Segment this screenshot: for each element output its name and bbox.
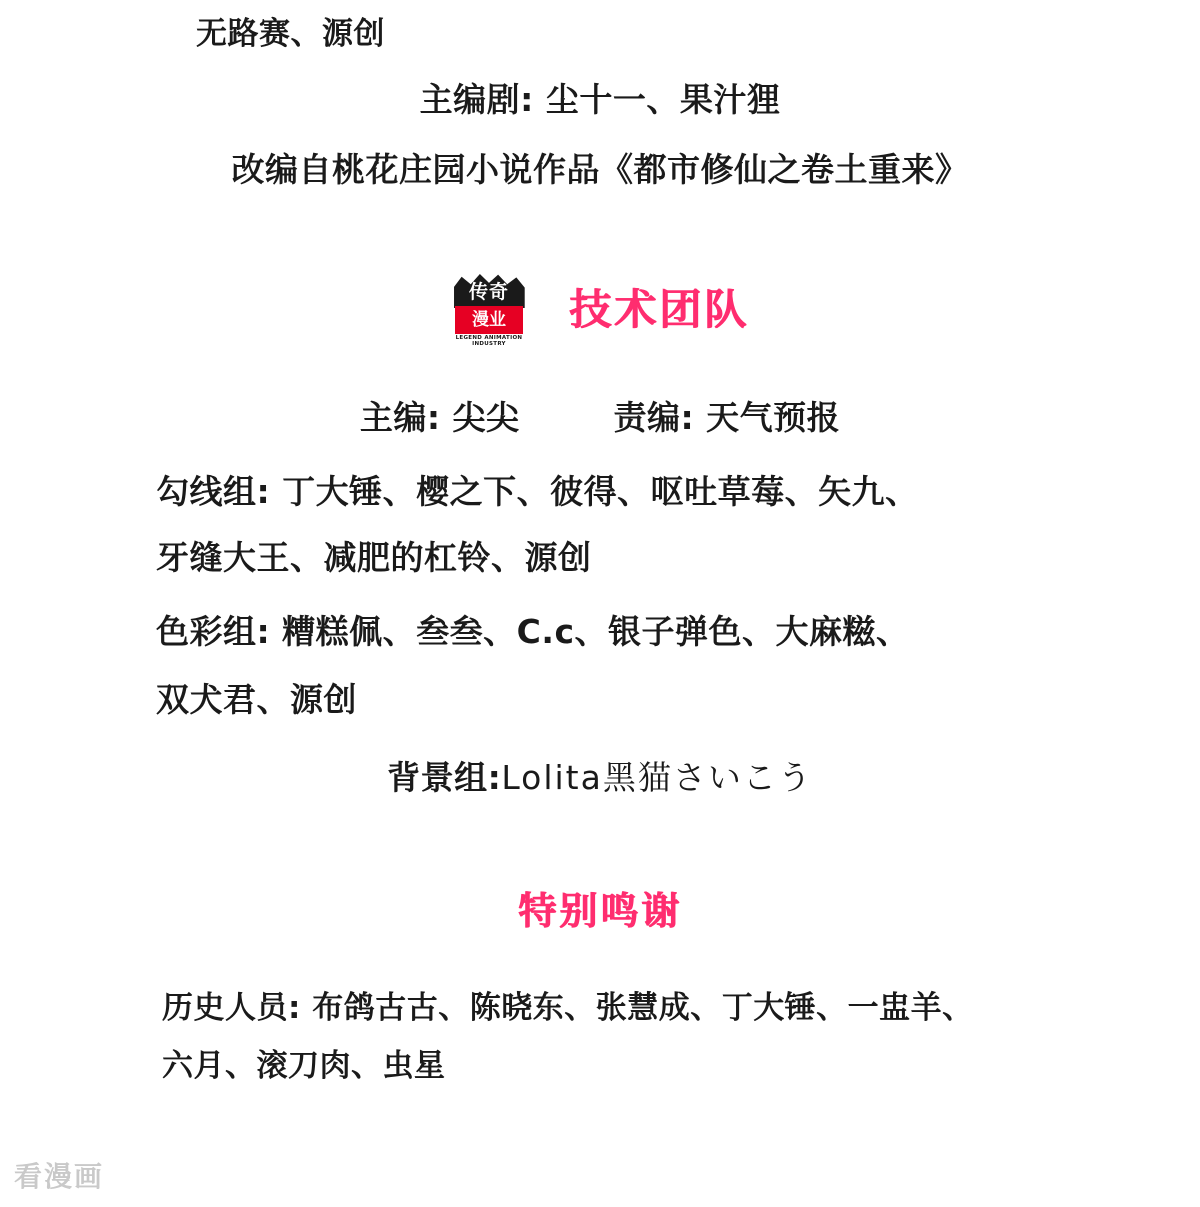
background-group-value: Lolita黑猫さいこう	[501, 758, 813, 797]
section-title-tech-team: 技术团队	[568, 285, 749, 334]
color-group-line-2: 双犬君、源创	[156, 680, 357, 719]
logo-bottom-text: 漫业	[471, 310, 506, 330]
special-thanks-line-1: 历史人员: 布鸽古古、陈晓东、张慧成、丁大锤、一盅羊、	[162, 990, 974, 1026]
color-group-line-1: 色彩组: 糟糕佩、叁叁、C.c、银子弹色、大麻糍、	[156, 612, 910, 651]
logo-foot-text: LEGEND ANIMATION INDUSTRY	[455, 335, 523, 347]
credit-line-authors: 无路赛、源创	[196, 16, 385, 52]
lineart-group-line-2: 牙缝大王、减肥的杠铃、源创	[156, 538, 592, 577]
credit-line-chief-writer: 主编剧: 尘十一、果汁狸	[419, 80, 781, 119]
responsible-editor-label: 责编: 天气预报	[613, 398, 841, 437]
logo-top-text: 传奇	[468, 281, 509, 303]
tech-team-heading-row	[0, 272, 1200, 348]
site-watermark: 看漫画	[14, 1160, 105, 1193]
editors-row	[0, 392, 1200, 439]
lineart-group-line-1: 勾线组: 丁大锤、樱之下、彼得、呕吐草莓、矢九、	[156, 472, 919, 511]
section-title-special-thanks: 特别鸣谢	[517, 889, 682, 933]
background-group-row	[0, 752, 1200, 799]
legend-animation-logo-icon	[451, 272, 527, 348]
chief-editor-label: 主编: 尖尖	[359, 398, 520, 437]
background-group-label: 背景组:	[387, 758, 502, 797]
credit-line-adapted-from: 改编自桃花庄园小说作品《都市修仙之卷土重来》	[231, 150, 969, 189]
special-thanks-line-2: 六月、滚刀肉、虫星	[162, 1048, 446, 1084]
